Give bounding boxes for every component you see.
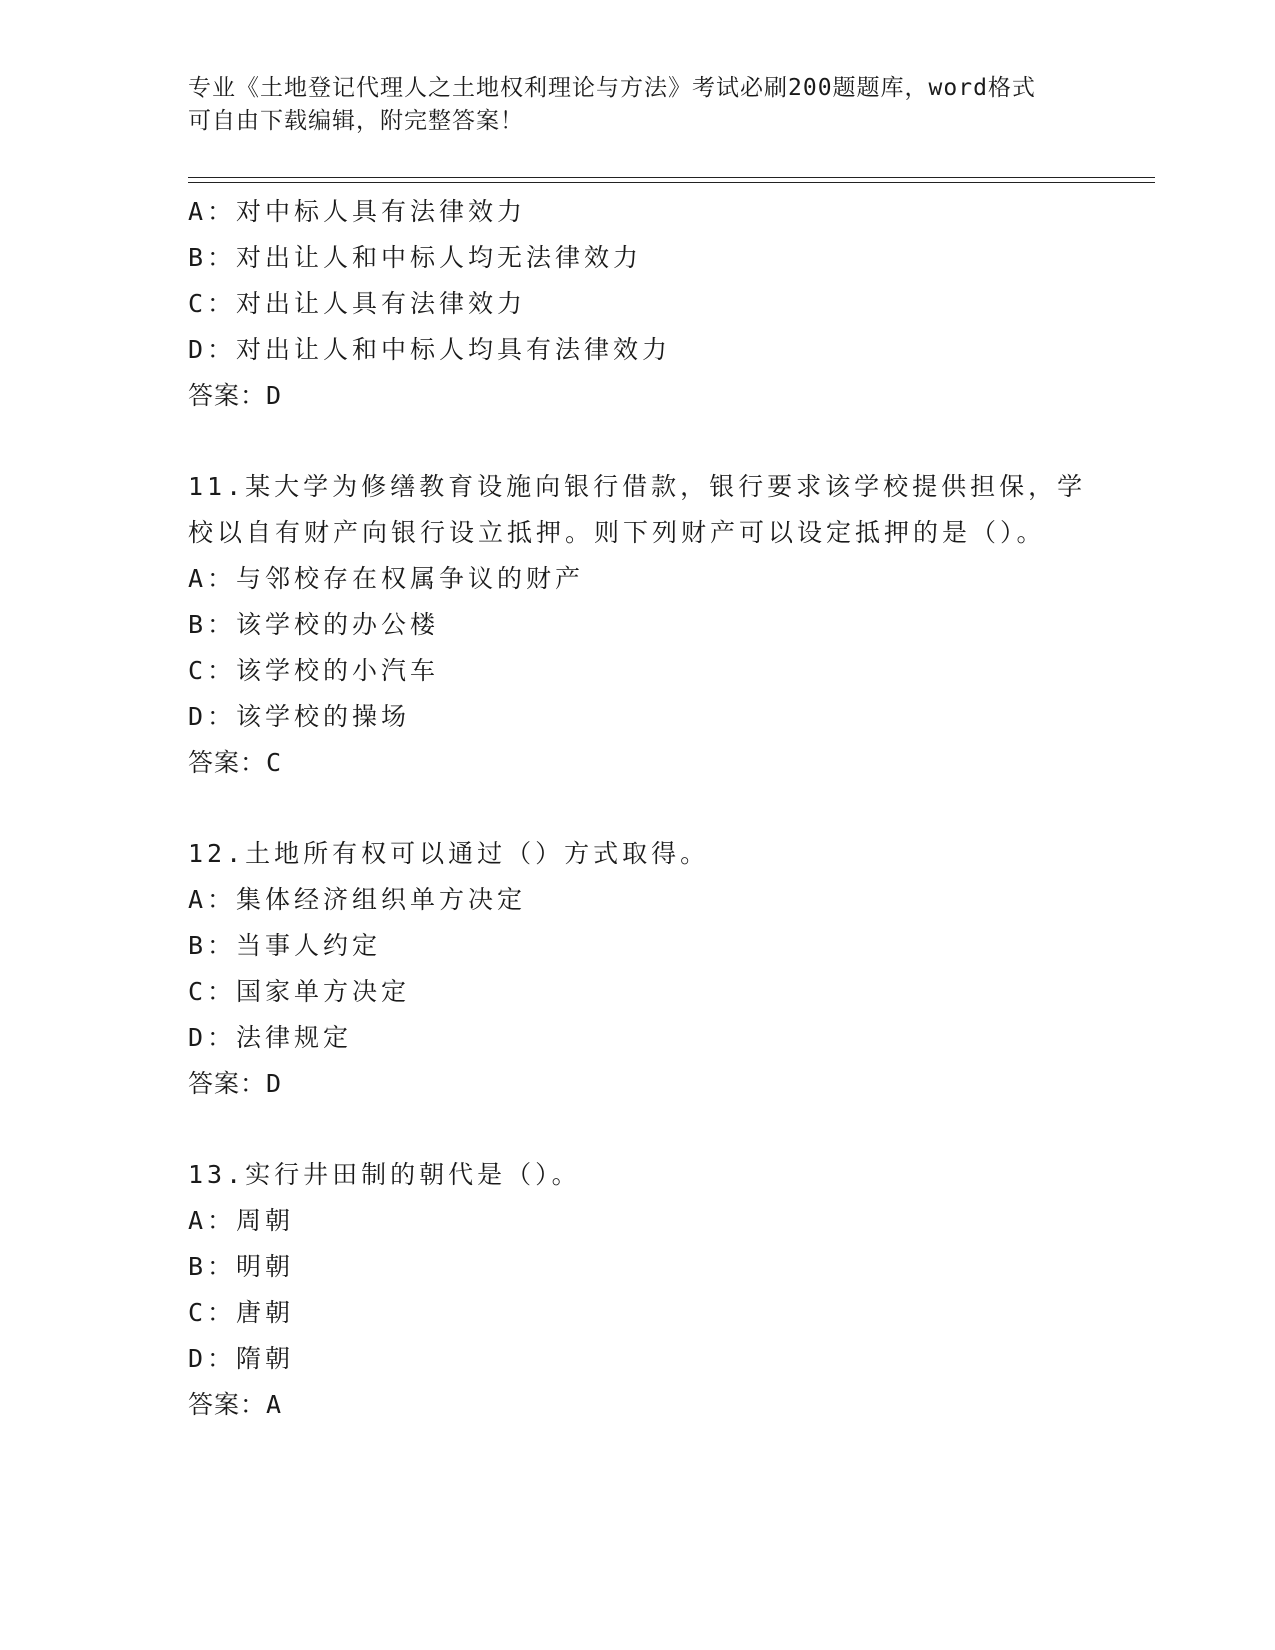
question-block-13 [188,1152,1108,1428]
option-d: D：该学校的操场 [188,702,411,731]
question-stem-line-1: 13.实行井田制的朝代是（）。 [188,1160,581,1189]
option-c: C：唐朝 [188,1298,295,1327]
spacer [188,1107,1108,1152]
option-b: B：该学校的办公楼 [188,610,440,639]
spacer [188,419,1108,464]
option-c: C：对出让人具有法律效力 [188,289,527,318]
option-d: D：法律规定 [188,1023,353,1052]
option-d: D：对出让人和中标人均具有法律效力 [188,335,672,364]
question-block-10 [188,189,1108,419]
option-a: A：周朝 [188,1206,295,1235]
option-b: B：明朝 [188,1252,295,1281]
header-title-line-1: 专业《土地登记代理人之土地权利理论与方法》考试必刷200题题库，word格式 [188,75,1036,101]
option-a: A：与邻校存在权属争议的财产 [188,564,585,593]
answer-line: 答案：C [188,748,283,777]
question-stem-line-1: 12.土地所有权可以通过（）方式取得。 [188,839,710,868]
option-c: C：该学校的小汽车 [188,656,440,685]
option-b: B：对出让人和中标人均无法律效力 [188,243,643,272]
answer-line: 答案：D [188,1069,283,1098]
option-c: C：国家单方决定 [188,977,411,1006]
header-divider-top [188,177,1155,178]
question-block-11 [188,464,1108,786]
question-list [188,189,1108,1428]
answer-line: 答案：D [188,381,283,410]
header-title-line-2: 可自由下载编辑，附完整答案！ [188,108,524,134]
option-b: B：当事人约定 [188,931,382,960]
answer-line: 答案：A [188,1390,283,1419]
option-d: D：隋朝 [188,1344,295,1373]
document-header [188,72,1088,138]
question-stem-line-1: 11.某大学为修缮教育设施向银行借款，银行要求该学校提供担保，学 [188,472,1087,501]
spacer [188,786,1108,831]
question-block-12 [188,831,1108,1107]
option-a: A：集体经济组织单方决定 [188,885,527,914]
question-stem-line-2: 校以自有财产向银行设立抵押。则下列财产可以设定抵押的是（）。 [188,518,1046,547]
option-a: A：对中标人具有法律效力 [188,197,527,226]
header-divider-bottom [188,182,1155,183]
